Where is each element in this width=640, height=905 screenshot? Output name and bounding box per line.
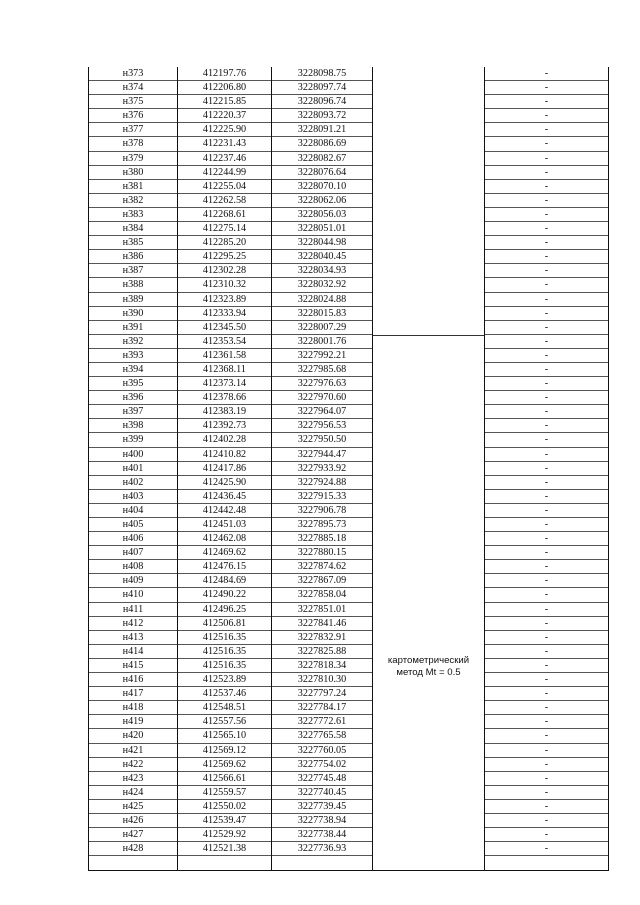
y-coordinate: 3227851.01 (297, 603, 347, 615)
table-row (89, 180, 608, 194)
point-name: н414 (122, 645, 144, 657)
coordinates-table (88, 67, 609, 871)
x-coordinate: 412506.81 (202, 617, 247, 629)
accuracy-value: - (544, 237, 549, 249)
x-coordinate: 412275.14 (202, 223, 247, 235)
method-label: картометрический (387, 655, 470, 666)
accuracy-value: - (544, 519, 549, 530)
point-name: н399 (122, 434, 144, 446)
accuracy-value: - (544, 68, 549, 79)
accuracy-value: - (544, 82, 549, 94)
point-name: н423 (122, 772, 144, 784)
y-coordinate: 3228091.21 (297, 124, 347, 136)
accuracy-value: - (544, 758, 549, 770)
x-coordinate: 412537.46 (202, 688, 247, 700)
x-coordinate: 412333.94 (202, 307, 247, 319)
x-coordinate: 412345.50 (202, 321, 247, 333)
accuracy-value: - (544, 363, 549, 375)
x-coordinate: 412417.86 (202, 462, 247, 474)
accuracy-value: - (544, 490, 549, 502)
accuracy-value: - (544, 772, 549, 784)
table-row (89, 250, 608, 264)
x-coordinate: 412285.20 (202, 237, 247, 249)
point-name: н396 (122, 392, 144, 404)
table-row (89, 448, 608, 462)
y-coordinate: 3228076.64 (297, 166, 347, 178)
x-coordinate: 412565.10 (202, 730, 247, 742)
point-name: н380 (122, 166, 144, 178)
table-row (89, 560, 608, 574)
point-name: н386 (122, 251, 144, 263)
accuracy-value: - (544, 603, 549, 615)
table-row (89, 729, 608, 743)
x-coordinate: 412197.76 (202, 68, 247, 79)
table-row (89, 631, 608, 645)
table-row (89, 645, 608, 659)
y-coordinate: 3228098.75 (297, 68, 347, 79)
table-row (89, 462, 608, 476)
accuracy-value: - (544, 279, 549, 291)
x-coordinate: 412521.38 (202, 843, 247, 855)
x-coordinate: 412557.56 (202, 716, 247, 728)
y-coordinate: 3227797.24 (297, 688, 347, 700)
y-coordinate: 3227760.05 (297, 744, 347, 756)
point-name: н379 (122, 152, 144, 164)
table-row (89, 363, 608, 377)
y-coordinate: 3228070.10 (297, 180, 347, 192)
point-name: н421 (122, 744, 144, 756)
accuracy-value: - (544, 96, 549, 108)
point-name: н393 (122, 349, 144, 361)
accuracy-value: - (544, 208, 549, 220)
accuracy-value: - (544, 617, 549, 629)
point-name: н376 (122, 110, 144, 122)
table-row (89, 490, 608, 504)
x-coordinate: 412353.54 (202, 335, 247, 347)
point-name: н426 (122, 814, 144, 826)
accuracy-value: - (544, 335, 549, 347)
y-coordinate: 3227818.34 (297, 659, 347, 671)
y-coordinate: 3227906.78 (297, 504, 347, 516)
x-coordinate: 412529.92 (202, 829, 247, 841)
y-coordinate: 3227765.58 (297, 730, 347, 742)
accuracy-value: - (544, 462, 549, 474)
x-coordinate: 412516.35 (202, 631, 247, 643)
table-row (89, 109, 608, 123)
table-row (89, 264, 608, 278)
table-row (89, 194, 608, 208)
table-row (89, 137, 608, 151)
table-row (89, 433, 608, 447)
table-row (89, 236, 608, 250)
x-coordinate: 412484.69 (202, 575, 247, 587)
accuracy-value: - (544, 631, 549, 643)
point-name: н410 (122, 589, 144, 601)
x-coordinate: 412402.28 (202, 434, 247, 446)
table-row (89, 152, 608, 166)
x-coordinate: 412295.25 (202, 251, 247, 263)
point-name: н411 (122, 603, 144, 615)
x-coordinate: 412383.19 (202, 406, 247, 418)
accuracy-value: - (544, 504, 549, 516)
y-coordinate: 3227738.94 (297, 814, 347, 826)
accuracy-value: - (544, 180, 549, 192)
y-coordinate: 3227956.53 (297, 420, 347, 432)
x-coordinate: 412323.89 (202, 293, 247, 305)
point-name: н377 (122, 124, 144, 136)
accuracy-value: - (544, 138, 549, 150)
y-coordinate: 3227970.60 (297, 392, 347, 404)
table-row (89, 95, 608, 109)
y-coordinate: 3228007.29 (297, 321, 347, 333)
x-coordinate: 412215.85 (202, 96, 247, 108)
table-row (89, 546, 608, 560)
point-name: н387 (122, 265, 144, 277)
y-coordinate: 3228044.98 (297, 237, 347, 249)
point-name: н385 (122, 237, 144, 249)
point-name: н409 (122, 575, 144, 587)
y-coordinate: 3228093.72 (297, 110, 347, 122)
x-coordinate: 412496.25 (202, 603, 247, 615)
accuracy-value: - (544, 251, 549, 263)
y-coordinate: 3228097.74 (297, 82, 347, 94)
y-coordinate: 3228032.92 (297, 279, 347, 291)
accuracy-value: - (544, 321, 549, 333)
point-name: н415 (122, 659, 144, 671)
point-name: н381 (122, 180, 144, 192)
x-coordinate: 412255.04 (202, 180, 247, 192)
accuracy-value: - (544, 800, 549, 812)
y-coordinate: 3227885.18 (297, 533, 347, 545)
x-coordinate: 412476.15 (202, 561, 247, 573)
y-coordinate: 3228086.69 (297, 138, 347, 150)
y-coordinate: 3227950.50 (297, 434, 347, 446)
accuracy-value: - (544, 392, 549, 404)
table-row (89, 617, 608, 631)
table-row (89, 588, 608, 602)
point-name: н404 (122, 504, 144, 516)
accuracy-value: - (544, 645, 549, 657)
table-row (89, 222, 608, 236)
x-coordinate: 412220.37 (202, 110, 247, 122)
point-name: н416 (122, 674, 144, 686)
accuracy-value: - (544, 786, 549, 798)
accuracy-value: - (544, 702, 549, 714)
accuracy-value: - (544, 124, 549, 136)
y-coordinate: 3227738.44 (297, 829, 347, 841)
y-coordinate: 3227736.93 (297, 843, 347, 855)
method-cell (373, 655, 484, 679)
x-coordinate: 412225.90 (202, 124, 247, 136)
point-name: н395 (122, 378, 144, 390)
point-name: н397 (122, 406, 144, 418)
point-name: н383 (122, 208, 144, 220)
table-row (89, 349, 608, 363)
x-coordinate: 412231.43 (202, 138, 247, 150)
accuracy-value: - (544, 194, 549, 206)
point-name: н418 (122, 702, 144, 714)
table-row (89, 701, 608, 715)
y-coordinate: 3228051.01 (297, 223, 347, 235)
column-divider (271, 67, 272, 870)
y-coordinate: 3227985.68 (297, 363, 347, 375)
accuracy-value: - (544, 575, 549, 587)
point-name: н391 (122, 321, 144, 333)
point-name: н394 (122, 363, 144, 375)
column-divider (484, 67, 485, 870)
y-coordinate: 3227867.09 (297, 575, 347, 587)
method-column (373, 67, 484, 870)
point-name: н398 (122, 420, 144, 432)
point-name: н407 (122, 547, 144, 559)
column-divider (177, 67, 178, 870)
y-coordinate: 3227772.61 (297, 716, 347, 728)
x-coordinate: 412302.28 (202, 265, 247, 277)
y-coordinate: 3227858.04 (297, 589, 347, 601)
accuracy-value: - (544, 476, 549, 488)
column-divider (372, 67, 373, 870)
y-coordinate: 3228034.93 (297, 265, 347, 277)
table-row (89, 800, 608, 814)
y-coordinate: 3227976.63 (297, 378, 347, 390)
table-row (89, 419, 608, 433)
table-row (89, 391, 608, 405)
x-coordinate: 412392.73 (202, 420, 247, 432)
x-coordinate: 412550.02 (202, 800, 247, 812)
accuracy-value: - (544, 674, 549, 686)
table-row (89, 687, 608, 701)
accuracy-value: - (544, 265, 549, 277)
accuracy-value: - (544, 152, 549, 164)
point-name: н406 (122, 533, 144, 545)
table-row (89, 123, 608, 137)
x-coordinate: 412268.61 (202, 208, 247, 220)
table-row (89, 772, 608, 786)
table-row (89, 278, 608, 292)
x-coordinate: 412436.45 (202, 490, 247, 502)
table-row (89, 67, 608, 81)
x-coordinate: 412368.11 (203, 363, 246, 375)
x-coordinate: 412206.80 (202, 82, 247, 94)
point-name: н392 (122, 335, 144, 347)
y-coordinate: 3228062.06 (297, 194, 347, 206)
accuracy-value: - (544, 533, 549, 545)
y-coordinate: 3227841.46 (297, 617, 347, 629)
accuracy-value: - (544, 730, 549, 742)
table-row (89, 81, 608, 95)
point-name: н422 (122, 758, 144, 770)
x-coordinate: 412539.47 (202, 814, 247, 826)
y-coordinate: 3228015.83 (297, 307, 347, 319)
x-coordinate: 412569.12 (202, 744, 247, 756)
accuracy-value: - (544, 406, 549, 418)
point-name: н425 (122, 800, 144, 812)
table-row (89, 786, 608, 800)
point-name: н403 (122, 490, 144, 502)
point-name: н424 (122, 786, 144, 798)
x-coordinate: 412566.61 (202, 772, 247, 784)
table-row (89, 814, 608, 828)
table-row (89, 758, 608, 772)
point-name: н388 (122, 279, 144, 291)
point-name: н405 (122, 519, 144, 530)
table-row (89, 476, 608, 490)
table-row (89, 208, 608, 222)
table-row (89, 504, 608, 518)
x-coordinate: 412237.46 (202, 152, 247, 164)
method-accuracy: метод Mt = 0.5 (396, 667, 461, 678)
x-coordinate: 412310.32 (202, 279, 247, 291)
point-name: н374 (122, 82, 144, 94)
point-name: н408 (122, 561, 144, 573)
point-name: н428 (122, 843, 144, 855)
table-row (89, 293, 608, 307)
accuracy-value: - (544, 293, 549, 305)
y-coordinate: 3227825.88 (297, 645, 347, 657)
accuracy-value: - (544, 378, 549, 390)
y-coordinate: 3227784.17 (297, 702, 347, 714)
point-name: н390 (122, 307, 144, 319)
y-coordinate: 3227832.91 (297, 631, 347, 643)
x-coordinate: 412569.62 (202, 758, 247, 770)
y-coordinate: 3227915.33 (297, 490, 347, 502)
point-name: н417 (122, 688, 144, 700)
table-row (89, 307, 608, 321)
point-name: н427 (122, 829, 144, 841)
table-row (89, 673, 608, 687)
point-name: н378 (122, 138, 144, 150)
table-row (89, 518, 608, 532)
x-coordinate: 412378.66 (202, 392, 247, 404)
y-coordinate: 3228096.74 (297, 96, 347, 108)
x-coordinate: 412262.58 (202, 194, 247, 206)
x-coordinate: 412548.51 (202, 702, 247, 714)
accuracy-value: - (544, 420, 549, 432)
y-coordinate: 3227874.62 (297, 561, 347, 573)
table-row (89, 828, 608, 842)
accuracy-value: - (544, 589, 549, 601)
x-coordinate: 412442.48 (202, 504, 247, 516)
table-row (89, 715, 608, 729)
accuracy-value: - (544, 688, 549, 700)
y-coordinate: 3228040.45 (297, 251, 347, 263)
y-coordinate: 3227895.73 (297, 519, 347, 530)
table-row (89, 166, 608, 180)
y-coordinate: 3227992.21 (297, 349, 347, 361)
point-name: н400 (122, 448, 144, 460)
accuracy-value: - (544, 814, 549, 826)
point-name: н382 (122, 194, 144, 206)
accuracy-value: - (544, 843, 549, 855)
y-coordinate: 3227944.47 (297, 448, 347, 460)
y-coordinate: 3227745.48 (297, 772, 347, 784)
y-coordinate: 3227933.92 (297, 462, 347, 474)
x-coordinate: 412516.35 (202, 659, 247, 671)
table-row (89, 321, 608, 335)
table-row (89, 842, 608, 856)
accuracy-value: - (544, 110, 549, 122)
x-coordinate: 412523.89 (202, 674, 247, 686)
y-coordinate: 3228082.67 (297, 152, 347, 164)
point-name: н420 (122, 730, 144, 742)
accuracy-value: - (544, 659, 549, 671)
x-coordinate: 412469.62 (202, 547, 247, 559)
x-coordinate: 412244.99 (202, 166, 247, 178)
table-body (89, 67, 608, 856)
table-row (89, 659, 608, 673)
point-name: н413 (122, 631, 144, 643)
table-row (89, 335, 608, 349)
x-coordinate: 412361.58 (202, 349, 247, 361)
x-coordinate: 412490.22 (202, 589, 247, 601)
y-coordinate: 3227964.07 (297, 406, 347, 418)
x-coordinate: 412451.03 (202, 519, 247, 530)
accuracy-value: - (544, 434, 549, 446)
table-row (89, 377, 608, 391)
method-column-divider (373, 335, 484, 336)
y-coordinate: 3227810.30 (297, 674, 347, 686)
accuracy-value: - (544, 547, 549, 559)
accuracy-value: - (544, 307, 549, 319)
y-coordinate: 3227739.45 (297, 800, 347, 812)
x-coordinate: 412462.08 (202, 533, 247, 545)
point-name: н389 (122, 293, 144, 305)
point-name: н375 (122, 96, 144, 108)
x-coordinate: 412516.35 (202, 645, 247, 657)
x-coordinate: 412425.90 (202, 476, 247, 488)
accuracy-value: - (544, 561, 549, 573)
accuracy-value: - (544, 166, 549, 178)
x-coordinate: 412559.57 (202, 786, 247, 798)
table-row (89, 405, 608, 419)
accuracy-value: - (544, 716, 549, 728)
y-coordinate: 3228024.88 (297, 293, 347, 305)
point-name: н402 (122, 476, 144, 488)
x-coordinate: 412410.82 (202, 448, 247, 460)
table-row (89, 603, 608, 617)
accuracy-value: - (544, 744, 549, 756)
y-coordinate: 3228056.03 (297, 208, 347, 220)
point-name: н373 (122, 68, 144, 79)
accuracy-value: - (544, 223, 549, 235)
table-row (89, 532, 608, 546)
y-coordinate: 3227754.02 (297, 758, 347, 770)
accuracy-value: - (544, 829, 549, 841)
table-row (89, 744, 608, 758)
table-row (89, 574, 608, 588)
accuracy-value: - (544, 448, 549, 460)
point-name: н401 (122, 462, 144, 474)
y-coordinate: 3227740.45 (297, 786, 347, 798)
point-name: н419 (122, 716, 144, 728)
accuracy-value: - (544, 349, 549, 361)
point-name: н384 (122, 223, 144, 235)
y-coordinate: 3227880.15 (297, 547, 347, 559)
point-name: н412 (122, 617, 144, 629)
y-coordinate: 3227924.88 (297, 476, 347, 488)
x-coordinate: 412373.14 (202, 378, 247, 390)
y-coordinate: 3228001.76 (297, 335, 347, 347)
